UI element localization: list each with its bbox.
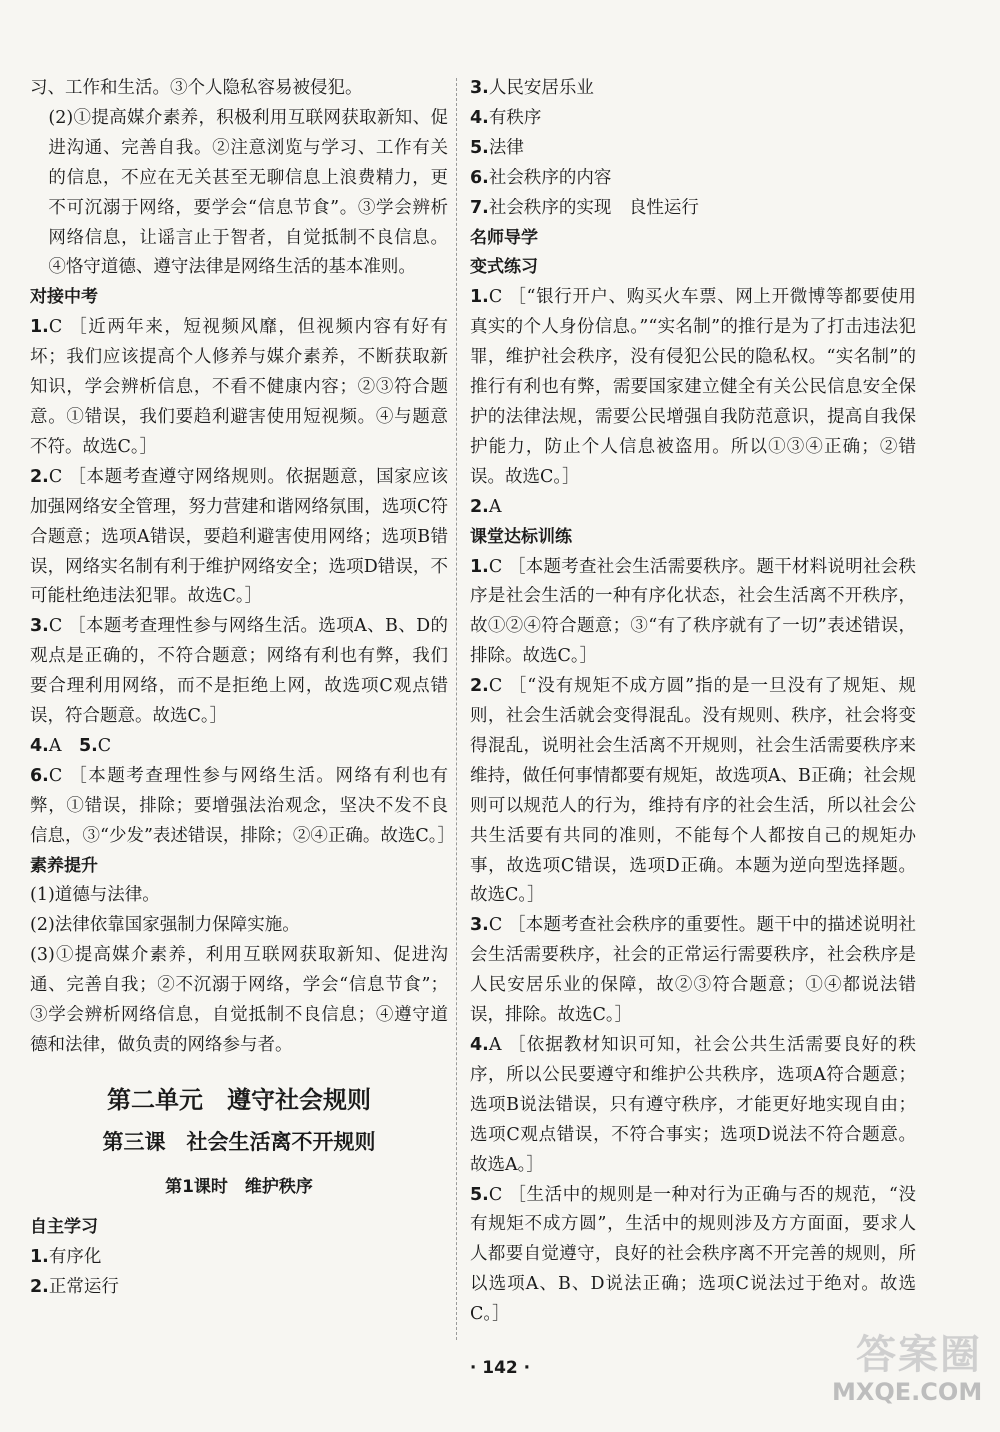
section-heading-duijie: 对接中考 bbox=[30, 287, 98, 308]
right-column bbox=[470, 74, 916, 1330]
item-number: 4. bbox=[470, 1035, 489, 1055]
list-item bbox=[470, 164, 916, 194]
item-text: 有秩序 bbox=[488, 107, 542, 128]
item-text: C ［近两年来，短视频风靡，但视频内容有好有坏；我们应该提高个人修养与媒介素养，不断获取新知识，学会辨析信息，不看不健康内容；②③符合题意。①错误，我们要趋利避害使用短视频。④与题意不符。故选C。］ bbox=[30, 317, 448, 457]
watermark-cn: 答案圈 bbox=[856, 1332, 982, 1378]
watermark-logo bbox=[832, 1332, 982, 1418]
answer-item bbox=[30, 313, 448, 463]
answer-item bbox=[470, 672, 916, 911]
item-number: 4. bbox=[30, 735, 49, 756]
list-item bbox=[470, 74, 916, 104]
item-number: 2. bbox=[30, 466, 49, 487]
item-text: C ［本题考查理性参与网络生活。网络有利也有弊，①错误，排除；要增强法治观念，坚决不发不良信息，③“少发”表述错误，排除；②④正确。故选C。］ bbox=[30, 765, 456, 846]
item-text: A ［依据教材知识可知，社会公共生活需要良好的秩序，所以公民要遵守和维护公共秩序，选项A符合题意；选项B说法错误，只有遵守秩序，才能更好地实现自由；选项C观点错误，不符合事实；选项D说法不符合题意。故选A。］ bbox=[470, 1035, 916, 1175]
answer-item bbox=[30, 762, 456, 852]
item-number: 4. bbox=[470, 107, 489, 128]
item-number: 6. bbox=[30, 765, 49, 786]
suyang-item: (1)道德与法律。 bbox=[30, 885, 160, 906]
list-item bbox=[30, 1243, 448, 1273]
item-text: 社会秩序的内容 bbox=[488, 167, 612, 188]
item-text: 有序化 bbox=[48, 1246, 102, 1267]
item-text: A bbox=[488, 496, 502, 517]
intro-line: 习、工作和生活。③个人隐私容易被侵犯。 bbox=[30, 78, 363, 98]
lesson-title: 第三课 社会生活离不开规则 bbox=[102, 1129, 376, 1154]
item-number: 3. bbox=[470, 915, 489, 936]
answer-item bbox=[30, 612, 448, 732]
item-text: C ［本题考查社会秩序的重要性。题干中的描述说明社会生活需要秩序，社会的正常运行需要秩序，社会秩序是人民安居乐业的保障，故②③符合题意；①④都说法错误，排除。故选C。］ bbox=[470, 915, 916, 1026]
answer-item bbox=[470, 1181, 916, 1331]
left-column bbox=[30, 74, 456, 1303]
item-number: 7. bbox=[470, 197, 489, 218]
column-divider bbox=[456, 78, 457, 1340]
item-text: 社会秩序的实现 良性运行 bbox=[488, 197, 699, 218]
list-item bbox=[470, 134, 916, 164]
item-number: 1. bbox=[470, 287, 489, 308]
item-text: A bbox=[48, 735, 62, 756]
answer-item bbox=[470, 1031, 916, 1181]
answer-item bbox=[470, 493, 916, 523]
watermark-en: MXQE.COM bbox=[832, 1378, 983, 1406]
answer-item bbox=[470, 283, 916, 492]
item-number: 5. bbox=[470, 1184, 489, 1205]
item-text: 法律 bbox=[488, 137, 524, 158]
item-number: 6. bbox=[470, 167, 489, 188]
section-heading-suyang: 素养提升 bbox=[30, 855, 98, 876]
item-number: 3. bbox=[30, 616, 49, 637]
answer-item bbox=[30, 732, 448, 762]
section-heading-zizhu: 自主学习 bbox=[30, 1216, 98, 1237]
item-number: 5. bbox=[470, 137, 489, 158]
item-text: 人民安居乐业 bbox=[488, 78, 594, 98]
item-text: C ［本题考查遵守网络规则。依据题意，国家应该加强网络安全管理，努力营建和谐网络氛围，选项C符合题意；选项A错误，要趋利避害使用网络；选项B错误，网络实名制有利于维护网络安全；选项D错误，不可能杜绝违法犯罪。故选C。］ bbox=[30, 466, 448, 607]
section-heading-bianshi: 变式练习 bbox=[470, 257, 538, 278]
item-text: C ［生活中的规则是一种对行为正确与否的规范，“没有规矩不成方圆”，生活中的规则涉及方方面面，要求人人都要自觉遵守，良好的社会秩序离不开完善的规则，所以选项A、B、D说法正确；选项C说法过于绝对。故选C。］ bbox=[470, 1184, 916, 1325]
section-heading-mingshi: 名师导学 bbox=[470, 227, 538, 248]
item-text: C ［“没有规矩不成方圆”指的是一旦没有了规矩、规则，社会生活就会变得混乱。没有规则、秩序，社会将变得混乱，说明社会生活离不开规则，社会生活需要秩序来维持，做任何事情都要有规矩，故选项A、B正确；社会规则可以规范人的行为，维持有序的社会生活，所以社会公共生活要有共同的准则，不能每个人都按自己的规矩办事，故选项C错误，选项D正确。本题为逆向型选择题。故选C。］ bbox=[470, 676, 916, 906]
item-text: C ［“银行开户、购买火车票、网上开微博等都要使用真实的个人身份信息。”“实名制”的推行是为了打击违法犯罪，维护社会秩序，没有侵犯公民的隐私权。“实名制”的推行有利也有弊，需要国家建立健全有关公民信息安全保护的法律法规，需要公民增强自我防范意识，提高自我保护能力，防止个人信息被盗用。所以①③④正确；②错误。故选C。］ bbox=[470, 287, 916, 487]
list-item bbox=[30, 1273, 448, 1303]
answer-item bbox=[470, 911, 916, 1031]
item-number: 2. bbox=[30, 1276, 49, 1297]
item-number: 3. bbox=[470, 78, 489, 98]
answer-item bbox=[30, 463, 448, 613]
item-number: 1. bbox=[470, 556, 489, 577]
suyang-item: (2)法律依靠国家强制力保障实施。 bbox=[30, 915, 300, 936]
unit-title: 第二单元 遵守社会规则 bbox=[107, 1085, 371, 1114]
list-item bbox=[470, 194, 916, 224]
suyang-item: (3)①提高媒介素养，利用互联网获取新知、促进沟通、完善自我；②不沉溺于网络，学会“信息节食”；③学会辨析网络信息，自觉抵制不良信息；④遵守道德和法律，做负责的网络参与者。 bbox=[30, 945, 448, 1055]
page-number: · 142 · bbox=[469, 1358, 531, 1378]
item-number: 2. bbox=[470, 676, 489, 697]
item-number: 1. bbox=[30, 317, 49, 338]
item-number: 1. bbox=[30, 1246, 49, 1267]
intro-answer-2: (2)①提高媒介素养，积极利用互联网获取新知、促进沟通、完善自我。②注意浏览与学习、工作有关的信息，不应在无关甚至无聊信息上浪费精力，更不可沉溺于网络，要学会“信息节食”。③学会辨析网络信息，让谣言止于智者，自觉抵制不良信息。④恪守道德、遵守法律是网络生活的基本准则。 bbox=[48, 107, 448, 278]
item-number: 5. bbox=[78, 735, 98, 756]
answer-item bbox=[470, 553, 916, 673]
item-text: 正常运行 bbox=[48, 1276, 119, 1297]
period-title: 第1课时 维护秩序 bbox=[165, 1176, 313, 1197]
item-text: C bbox=[97, 735, 112, 756]
item-number: 2. bbox=[470, 496, 489, 517]
item-text: C ［本题考查社会生活需要秩序。题干材料说明社会秩序是社会生活的一种有序化状态，社会生活离不开秩序，故①②④符合题意；③“有了秩序就有了一切”表述错误，排除。故选C。］ bbox=[470, 556, 916, 667]
item-text: C ［本题考查理性参与网络生活。选项A、B、D的观点是正确的，不符合题意；网络有利也有弊，我们要合理利用网络，而不是拒绝上网，故选项C观点错误，符合题意。故选C。］ bbox=[30, 616, 448, 727]
section-heading-ketang: 课堂达标训练 bbox=[470, 526, 572, 547]
list-item bbox=[470, 104, 916, 134]
